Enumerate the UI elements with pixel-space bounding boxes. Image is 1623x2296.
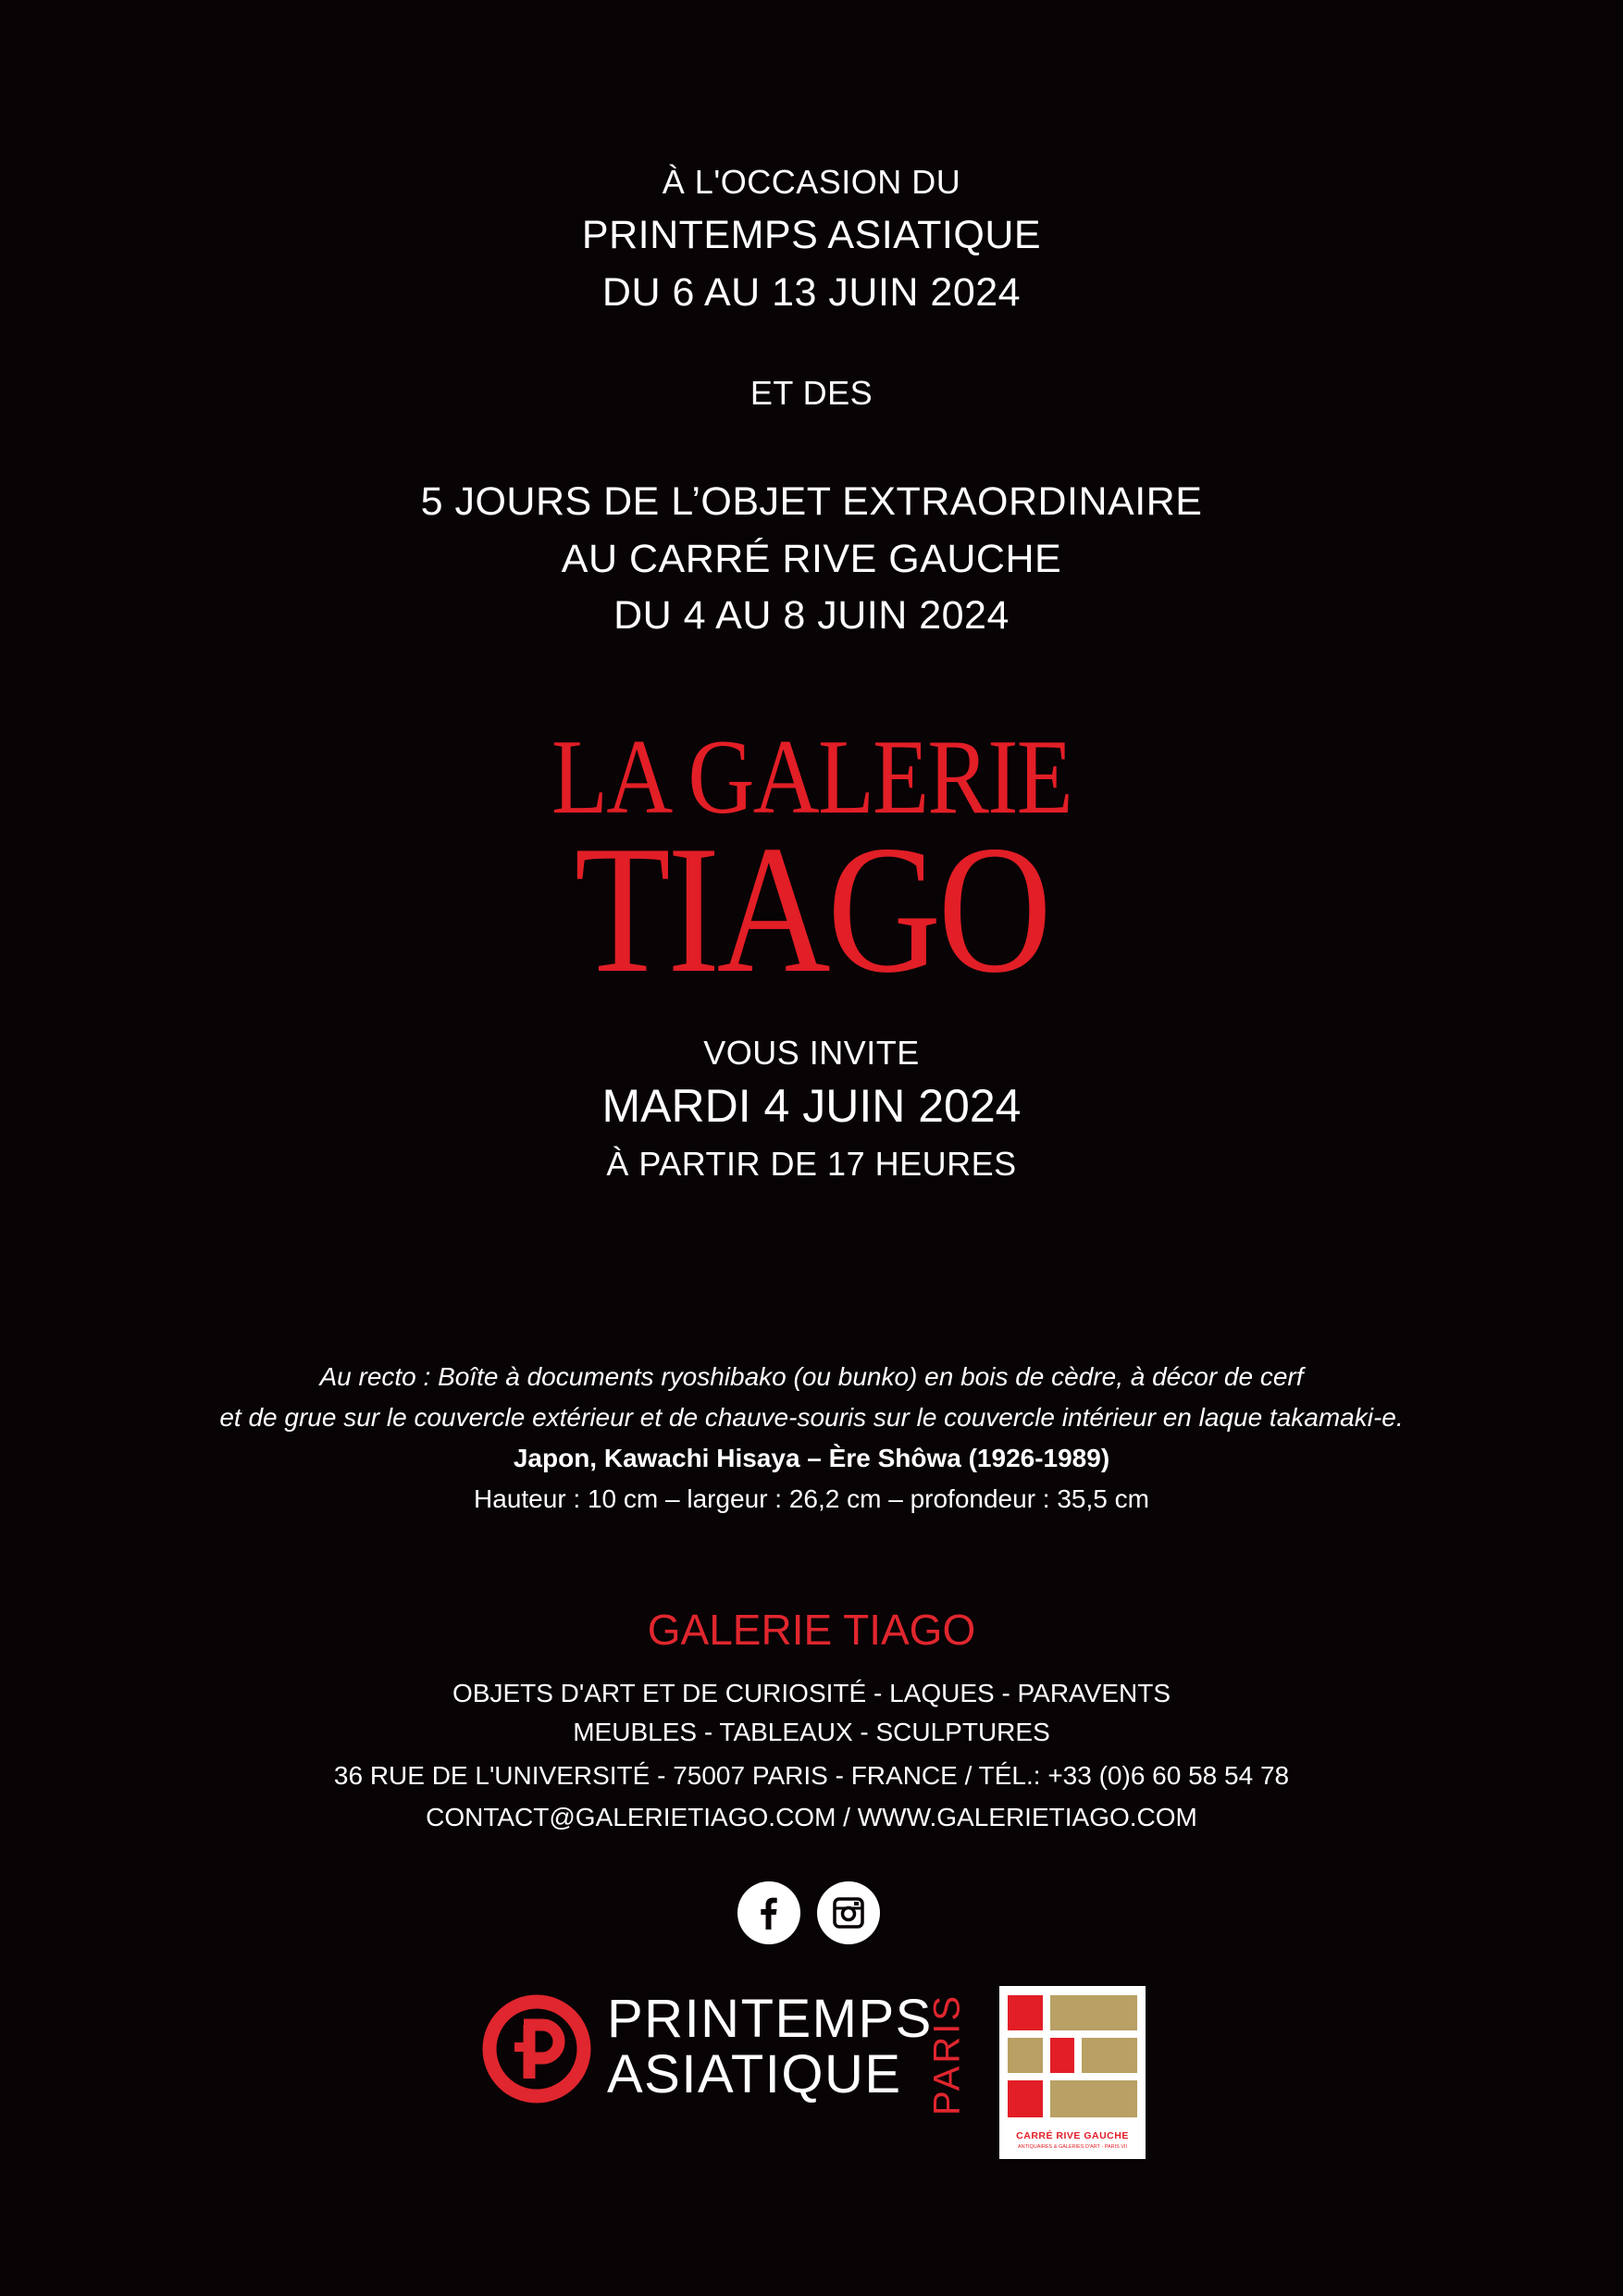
invitation-intro: VOUS INVITE [703, 1034, 920, 1072]
caption-origin: Japon, Kawachi Hisaya – Ère Shôwa (1926-1989) [513, 1444, 1110, 1472]
gallery-title-line1: LA GALERIE [551, 718, 1072, 837]
contact-line1: OBJETS D'ART ET DE CURIOSITÉ - LAQUES - PARAVENTS [452, 1679, 1171, 1707]
printemps-asiatique-logo [481, 1989, 968, 2119]
event1-dates: DU 6 AU 13 JUIN 2024 [601, 270, 1022, 315]
contact-line2: MEUBLES - TABLEAUX - SCULPTURES [573, 1718, 1050, 1746]
contact-web[interactable]: CONTACT@GALERIETIAGO.COM / WWW.GALERIETIAGO.COM [426, 1803, 1197, 1831]
invitation-time: À PARTIR DE 17 HEURES [606, 1145, 1017, 1183]
caption-dimensions: Hauteur : 10 cm – largeur : 26,2 cm – profondeur : 35,5 cm [474, 1484, 1149, 1513]
event2-dates: DU 4 AU 8 JUIN 2024 [613, 593, 1010, 638]
printemps-emblem-icon [481, 1993, 592, 2104]
printemps-line2: ASIATIQUE [607, 2044, 902, 2104]
occasion-intro: À L'OCCASION DU [662, 163, 961, 201]
carre-rive-gauche-name: CARRÉ RIVE GAUCHE [1016, 2130, 1129, 2141]
event1-name: PRINTEMPS ASIATIQUE [581, 213, 1042, 257]
caption-line2: et de grue sur le couvercle extérieur et de chauve-souris sur le couvercle intérieur en laque takamaki-e. [219, 1403, 1404, 1432]
printemps-asiatique-wordmark [607, 1989, 933, 2104]
conjunction-text: ET DES [750, 374, 873, 412]
gallery-title-line2: TIAGO [574, 808, 1049, 1011]
event2-name: 5 JOURS DE L’OBJET EXTRAORDINAIRE [420, 479, 1203, 524]
printemps-city: PARIS [926, 1992, 968, 2116]
caption-line1: Au recto : Boîte à documents ryoshibako (ou bunko) en bois de cèdre, à décor de cerf [319, 1362, 1304, 1391]
printemps-line1: PRINTEMPS [607, 1989, 933, 2049]
carre-rive-gauche-subtitle: ANTIQUAIRES & GALERIES D'ART - PARIS VII [1017, 2144, 1128, 2150]
contact-address: 36 RUE DE L'UNIVERSITÉ - 75007 PARIS - FRANCE / TÉL.: +33 (0)6 60 58 54 78 [333, 1761, 1290, 1790]
carre-rive-gauche-logo [999, 1986, 1146, 2159]
invitation-date: MARDI 4 JUIN 2024 [601, 1080, 1022, 1132]
event2-place: AU CARRÉ RIVE GAUCHE [561, 537, 1062, 581]
facebook-icon[interactable] [737, 1881, 800, 1944]
instagram-icon[interactable] [817, 1881, 880, 1944]
contact-name: GALERIE TIAGO [647, 1606, 976, 1654]
social-links [737, 1881, 886, 1948]
